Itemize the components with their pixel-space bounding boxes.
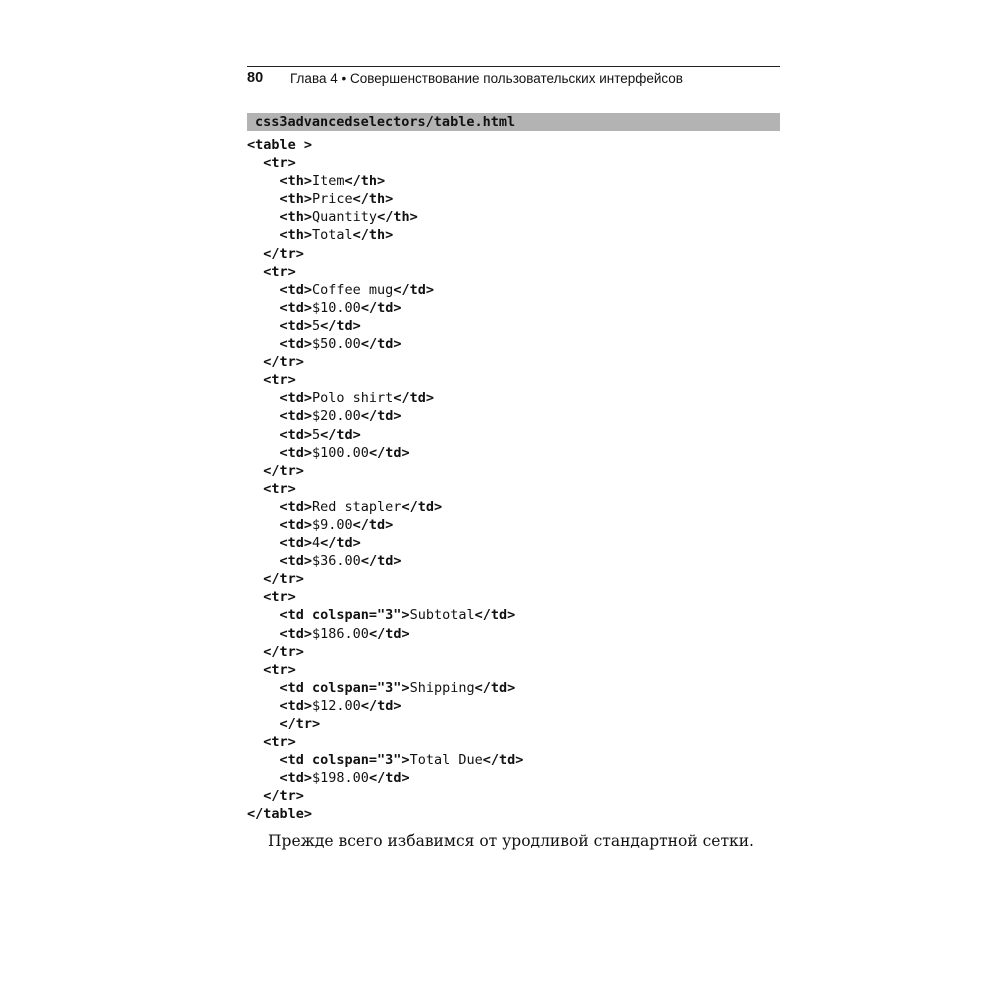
code-markup: <td colspan="3"> [247,752,410,769]
code-markup: <td> [247,408,313,425]
code-markup: <td> [247,770,313,787]
code-markup: </td> [352,516,394,533]
page-header [247,66,780,92]
code-markup: </tr> [247,245,304,262]
code-line [247,751,523,769]
code-line [247,625,523,643]
code-markup: <td> [247,281,313,298]
code-markup: </tr> [247,788,304,805]
code-markup: <td> [247,516,313,533]
code-line [247,643,523,661]
code-line [247,136,523,154]
code-markup: </td> [360,336,402,353]
code-markup: <th> [247,209,313,226]
code-text: Quantity [312,209,378,226]
code-line [247,769,523,787]
code-line [247,426,523,444]
code-markup: <td colspan="3"> [247,679,410,696]
code-markup: </td> [320,317,361,334]
code-markup: </td> [368,625,410,642]
code-line [247,353,523,371]
code-line [247,534,523,552]
code-markup: </tr> [247,462,304,479]
code-line [247,588,523,606]
code-line [247,733,523,751]
code-line [247,226,523,244]
code-markup: </td> [320,535,361,552]
code-text: $100.00 [312,444,369,461]
code-text: Item [312,173,345,190]
code-markup: <table > [247,137,313,153]
code-markup: </td> [360,299,402,316]
code-markup: <td> [247,426,313,443]
code-markup: </tr> [247,354,304,371]
code-line [247,281,523,299]
code-markup: </td> [393,390,434,407]
code-text: 5 [312,426,321,443]
code-text: Total [312,227,353,244]
listing-filename-bar [247,113,780,131]
code-markup: <th> [247,173,313,190]
code-markup: </td> [360,697,402,714]
code-text: Polo shirt [312,390,394,407]
code-line [247,154,523,172]
code-markup: <tr> [247,155,296,172]
code-line [247,570,523,588]
code-line [247,317,523,335]
code-markup: <td> [247,444,313,461]
code-line [247,263,523,281]
code-line [247,444,523,462]
code-markup: <tr> [247,661,296,678]
code-text: $50.00 [312,336,361,353]
code-line [247,190,523,208]
code-line [247,245,523,263]
code-line [247,462,523,480]
code-line [247,787,523,805]
code-text: $10.00 [312,299,361,316]
code-line [247,299,523,317]
code-markup: </td> [482,752,524,769]
code-markup: </td> [360,553,402,570]
code-text: $36.00 [312,553,361,570]
code-markup: <tr> [247,372,296,389]
running-title: Глава 4 • Совершенствование пользовательских интерфейсов [290,71,683,86]
code-line [247,335,523,353]
code-markup: <td> [247,498,313,515]
code-markup: <td> [247,336,313,353]
code-markup: </th> [352,227,394,244]
code-markup: <th> [247,191,313,208]
body-paragraph: Прежде всего избавимся от уродливой стандартной сетки. [268,832,754,850]
code-markup: </th> [344,173,386,190]
code-markup: </td> [360,408,402,425]
code-line [247,389,523,407]
code-markup: <td> [247,625,313,642]
code-line [247,661,523,679]
code-markup: </th> [377,209,418,226]
code-markup: <td> [247,299,313,316]
code-markup: <tr> [247,734,296,751]
code-markup: </td> [474,679,516,696]
code-line [247,715,523,733]
code-markup: </td> [368,444,410,461]
code-markup: </table> [247,806,313,823]
code-line [247,697,523,715]
code-line [247,805,523,823]
code-markup: </tr> [247,716,321,732]
code-markup: <tr> [247,589,296,606]
code-line [247,606,523,624]
code-markup: </tr> [247,571,304,588]
code-markup: <td colspan="3"> [247,607,410,624]
code-markup: </td> [393,281,434,298]
code-text: Coffee mug [312,281,394,298]
code-markup: <td> [247,553,313,570]
code-markup: </td> [401,498,443,515]
code-text: 4 [312,535,321,552]
code-markup: </td> [320,426,361,443]
code-markup: <td> [247,535,313,552]
code-text: $20.00 [312,408,361,425]
code-text: Price [312,191,353,208]
code-listing [247,136,523,824]
code-markup: </td> [474,607,516,624]
code-text: Red stapler [312,498,402,515]
code-markup: <td> [247,697,313,714]
code-line [247,208,523,226]
code-line [247,498,523,516]
code-text: $12.00 [312,697,361,714]
code-line [247,371,523,389]
code-text: $198.00 [312,770,369,787]
listing-filename: css3advancedselectors/table.html [255,114,516,130]
code-text: Shipping [409,679,475,696]
code-line [247,172,523,190]
code-markup: </td> [368,770,410,787]
code-line [247,516,523,534]
code-line [247,679,523,697]
code-line [247,407,523,425]
code-markup: <td> [247,317,313,334]
code-markup: <tr> [247,263,296,280]
code-text: $186.00 [312,625,369,642]
code-markup: <tr> [247,480,296,497]
code-text: $9.00 [312,516,353,533]
page-number: 80 [247,70,264,86]
code-markup: </th> [352,191,394,208]
code-text: Subtotal [409,607,475,624]
code-markup: <td> [247,390,313,407]
code-text: 5 [312,317,321,334]
code-line [247,552,523,570]
code-markup: </tr> [247,643,304,660]
code-line [247,480,523,498]
code-markup: <th> [247,227,313,244]
code-text: Total Due [409,752,483,769]
